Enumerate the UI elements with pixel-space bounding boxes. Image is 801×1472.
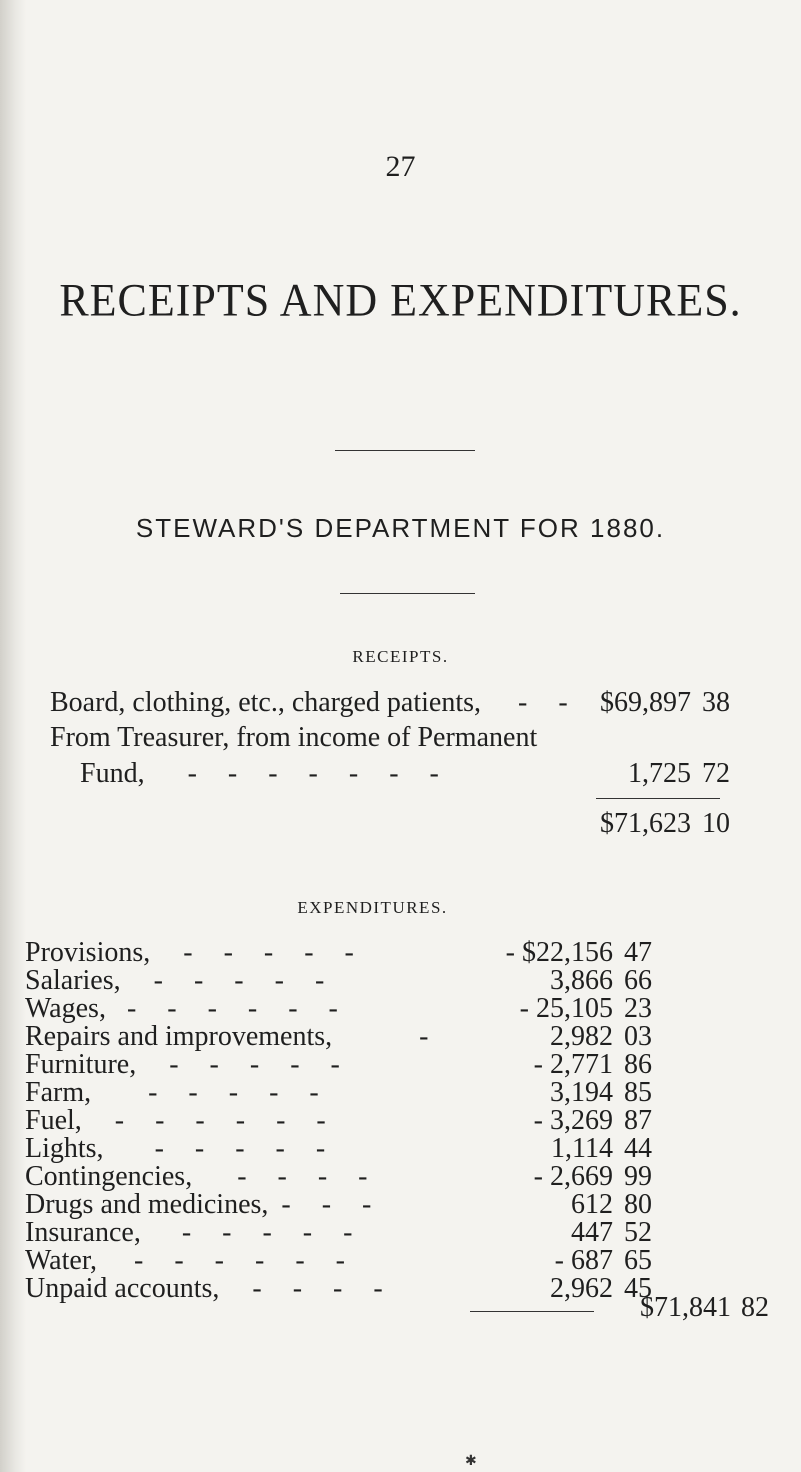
label-text: Farm,	[25, 1077, 92, 1108]
expenditure-amount: - 25,105	[519, 993, 613, 1024]
dot-leader: -	[419, 1021, 441, 1052]
expenditure-cents: 86	[624, 1049, 652, 1080]
label-text: Furniture,	[25, 1049, 137, 1080]
dot-leader: - - - - - -	[126, 993, 350, 1024]
expenditure-amount: 3,194	[550, 1077, 613, 1108]
receipt-cents: 72	[702, 758, 730, 789]
expenditure-cents: 47	[624, 937, 652, 968]
expenditure-amount: 2,962	[550, 1273, 613, 1304]
label-text: Insurance,	[25, 1217, 141, 1248]
expenditure-cents: 80	[624, 1189, 652, 1220]
title-divider	[335, 450, 475, 451]
page-title: RECEIPTS AND EXPENDITURES.	[59, 274, 742, 327]
expenditure-amount: - 2,669	[533, 1161, 613, 1192]
expenditure-cents: 87	[624, 1105, 652, 1136]
receipts-heading: RECEIPTS.	[352, 647, 449, 666]
expenditures-heading: EXPENDITURES.	[297, 898, 448, 917]
label-text: Repairs and improvements,	[25, 1021, 333, 1052]
receipt-label-text: Board, clothing, etc., charged patients,	[50, 687, 482, 718]
dot-leader: - - - - -	[169, 1049, 352, 1080]
label-text: Contingencies,	[25, 1161, 193, 1192]
department-subtitle: STEWARD'S DEPARTMENT FOR 1880.	[135, 513, 666, 543]
receipt-label: From Treasurer, from income of Permanent	[50, 722, 538, 753]
printer-mark-icon: ✱	[465, 1454, 477, 1469]
label-text: Provisions,	[25, 937, 151, 968]
expenditure-cents: 45	[624, 1273, 652, 1304]
label-text: Drugs and medicines,	[25, 1189, 269, 1220]
dot-leader: - - - - -	[148, 1077, 331, 1108]
expenditure-amount: 612	[571, 1189, 613, 1220]
expenditure-cents: 85	[624, 1077, 652, 1108]
dot-leader: - - - -	[237, 1161, 380, 1192]
receipts-total-rule	[596, 798, 720, 799]
expenditure-amount: 3,866	[550, 965, 613, 996]
label-text: Wages,	[25, 993, 106, 1024]
label-text: Salaries,	[25, 965, 121, 996]
receipt-cents: 38	[702, 687, 730, 718]
expenditure-cents: 44	[624, 1133, 652, 1164]
expenditure-amount: - $22,156	[505, 937, 613, 968]
label-text: Lights,	[25, 1133, 104, 1164]
label-text: Unpaid accounts,	[25, 1273, 220, 1304]
label-text: Water,	[25, 1245, 98, 1276]
receipt-label-text: Fund,	[80, 758, 145, 789]
expenditure-amount: - 687	[554, 1245, 613, 1276]
dot-leader: - -	[518, 687, 580, 718]
dot-leader: - - - - - -	[134, 1245, 357, 1276]
dot-leader: - - - -	[252, 1273, 395, 1304]
expenditures-total-rule	[470, 1311, 594, 1312]
expenditure-list	[0, 937, 801, 1304]
expenditure-cents: 66	[624, 965, 652, 996]
receipt-label-continued	[80, 758, 451, 790]
dot-leader: - - -	[281, 1189, 384, 1220]
expenditure-cents: 52	[624, 1217, 652, 1248]
receipt-label	[50, 687, 580, 719]
expenditures-total-amount: $71,841	[640, 1292, 731, 1323]
dot-leader: - - - - -	[181, 1217, 365, 1248]
receipts-total-cents: 10	[702, 808, 730, 839]
expenditure-label-unpaid	[25, 1273, 395, 1305]
dot-leader: - - - - -	[154, 1133, 338, 1164]
subtitle-divider	[340, 593, 475, 594]
expenditure-amount: - 2,771	[533, 1049, 613, 1080]
dot-leader: - - - - -	[153, 965, 337, 996]
dot-leader: - - - - - - -	[187, 758, 451, 789]
expenditure-cents: 65	[624, 1245, 652, 1276]
expenditure-cents: 99	[624, 1161, 652, 1192]
page-number: 27	[385, 150, 416, 183]
dot-leader: - - - - - -	[114, 1105, 338, 1136]
expenditure-amount: 1,114	[551, 1133, 613, 1164]
dot-leader: - - - - -	[183, 937, 366, 968]
receipt-amount: $69,897	[600, 687, 691, 718]
expenditure-amount: - 3,269	[533, 1105, 613, 1136]
receipt-amount: 1,725	[628, 758, 691, 789]
expenditure-amount: 2,982	[550, 1021, 613, 1052]
expenditure-cents: 03	[624, 1021, 652, 1052]
expenditure-cents: 23	[624, 993, 652, 1024]
label-text: Fuel,	[25, 1105, 82, 1136]
expenditures-total-cents: 82	[741, 1292, 769, 1323]
receipts-total-amount: $71,623	[600, 808, 691, 839]
expenditure-amount: 447	[571, 1217, 613, 1248]
